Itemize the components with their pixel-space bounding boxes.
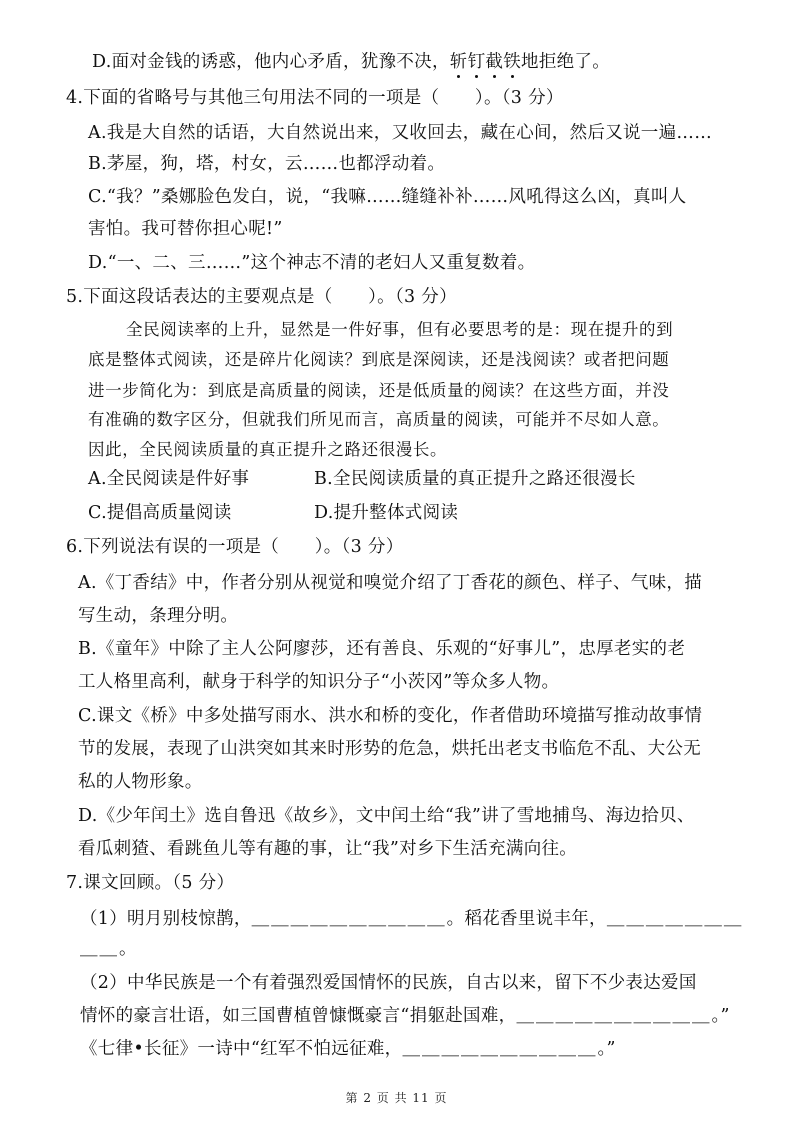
q7-sub2-text-d: 。” (597, 1039, 616, 1059)
q6-option-d-line2: 看瓜刺猹、看跳鱼儿等有趣的事，让“我”对乡下生活充满向往。 (78, 839, 578, 859)
q6-option-b-line1: B.《童年》中除了主人公阿廖莎，还有善良、乐观的“好事儿”，忠厚老实的老 (78, 639, 686, 659)
q6-option-b-line2: 工人格里高利，献身于科学的知识分子“小茨冈”等众多人物。 (78, 672, 560, 692)
q5-option-d: D.提升整体式阅读 (314, 503, 459, 523)
q5-stem: 5.下面这段话表达的主要观点是（ ）。（3 分） (66, 287, 457, 307)
q4-option-d: D.“一、二、三……”这个神志不清的老妇人又重复数着。 (88, 253, 536, 273)
q5-passage-line: 全民阅读率的上升，显然是一件好事，但有必要思考的是：现在提升的到 (126, 320, 674, 339)
q7-sub2-line2 (80, 1005, 730, 1027)
emphasis-char: 截 (485, 52, 504, 72)
emphasis-char: 钉 (467, 52, 486, 72)
answer-blank[interactable]: ＿＿＿＿＿＿＿＿＿＿ (516, 1006, 712, 1026)
emphasis-char: 铁 (503, 52, 522, 72)
q4-option-b: B.茅屋，狗，塔，村女，云……也都浮动着。 (88, 154, 446, 174)
q5-option-c: C.提倡高质量阅读 (88, 503, 232, 523)
q7-sub2-text-c: 《七律•长征》一诗中“红军不怕远征难， (80, 1039, 403, 1059)
q3-option-d-suffix: 地拒绝了。 (521, 52, 611, 72)
q6-option-c-line1: C.课文《桥》中多处描写雨水、洪水和桥的变化，作者借助环境描写推动故事情 (78, 706, 703, 726)
q7-sub1-line2 (80, 938, 137, 960)
emphasis-char: 斩 (449, 52, 468, 72)
q3-option-d-prefix: D.面对金钱的诱惑，他内心矛盾，犹豫不决， (92, 52, 450, 72)
answer-blank[interactable]: ＿＿＿＿＿＿＿ (606, 909, 744, 929)
q4-option-c-line1: C.“我？”桑娜脸色发白，说，“我嘛……缝缝补补……风吼得这么凶，真叫人 (88, 187, 687, 207)
q6-stem: 6.下列说法有误的一项是（ ）。（3 分） (66, 537, 404, 557)
answer-blank[interactable]: ＿＿＿＿＿＿＿＿＿＿ (251, 909, 447, 929)
q5-option-a: A.全民阅读是件好事 (88, 469, 250, 489)
q7-sub1-text-a: （1）明月别枝惊鹊， (80, 909, 252, 929)
q4-option-c-line2: 害怕。我可替你担心呢!” (88, 219, 283, 239)
q6-option-a-line2: 写生动，条理分明。 (78, 606, 239, 626)
q4-stem: 4.下面的省略号与其他三句用法不同的一项是（ ）。（3 分） (66, 88, 564, 108)
q4-option-a: A.我是大自然的话语，大自然说出来，又收回去，藏在心间，然后又说一遍…… (88, 123, 712, 143)
q3-option-d (92, 51, 610, 73)
q7-sub2-text-b: 。” (711, 1006, 730, 1026)
q5-passage-line: 底是整体式阅读，还是碎片化阅读？到底是深阅读，还是浅阅读？或者把问题 (88, 350, 670, 369)
q5-passage-line: 有准确的数字区分，但就我们所见而言，高质量的阅读，可能并不尽如人意。 (88, 410, 670, 429)
answer-blank[interactable]: ＿＿＿＿＿＿＿＿＿＿ (402, 1039, 598, 1059)
q7-sub2-line3 (80, 1038, 616, 1060)
q5-passage-line: 因此，全民阅读质量的真正提升之路还很漫长。 (88, 440, 448, 459)
q6-option-d-line1: D.《少年闰土》选自鲁迅《故乡》，文中闰土给“我”讲了雪地捕鸟、海边拾贝、 (78, 806, 695, 826)
q7-sub2-text-a: 情怀的豪言壮语，如三国曹植曾慷慨豪言“捐躯赴国难， (80, 1006, 517, 1026)
page-footer: 第 2 页 共 11 页 (345, 1091, 448, 1105)
q6-option-c-line3: 私的人物形象。 (78, 772, 203, 792)
q7-sub1-text-b: 。稻花香里说丰年， (446, 909, 607, 929)
q5-option-b: B.全民阅读质量的真正提升之路还很漫长 (314, 469, 636, 489)
answer-blank[interactable]: ＿＿ (80, 939, 119, 959)
q6-option-c-line2: 节的发展，表现了山洪突如其来时形势的危急，烘托出老支书临危不乱、大公无 (78, 739, 701, 759)
q7-stem: 7.课文回顾。（5 分） (66, 873, 235, 893)
q5-passage-line: 进一步简化为：到底是高质量的阅读，还是低质量的阅读？在这些方面，并没 (88, 381, 670, 400)
q7-sub2-line1: （2）中华民族是一个有着强烈爱国情怀的民族，自古以来，留下不少表达爱国 (80, 973, 697, 993)
q7-sub1-end: 。 (119, 939, 137, 959)
q6-option-a-line1: A.《丁香结》中，作者分别从视觉和嗅觉介绍了丁香花的颜色、样子、气味，描 (78, 573, 702, 593)
q7-sub1-line1 (80, 908, 743, 930)
